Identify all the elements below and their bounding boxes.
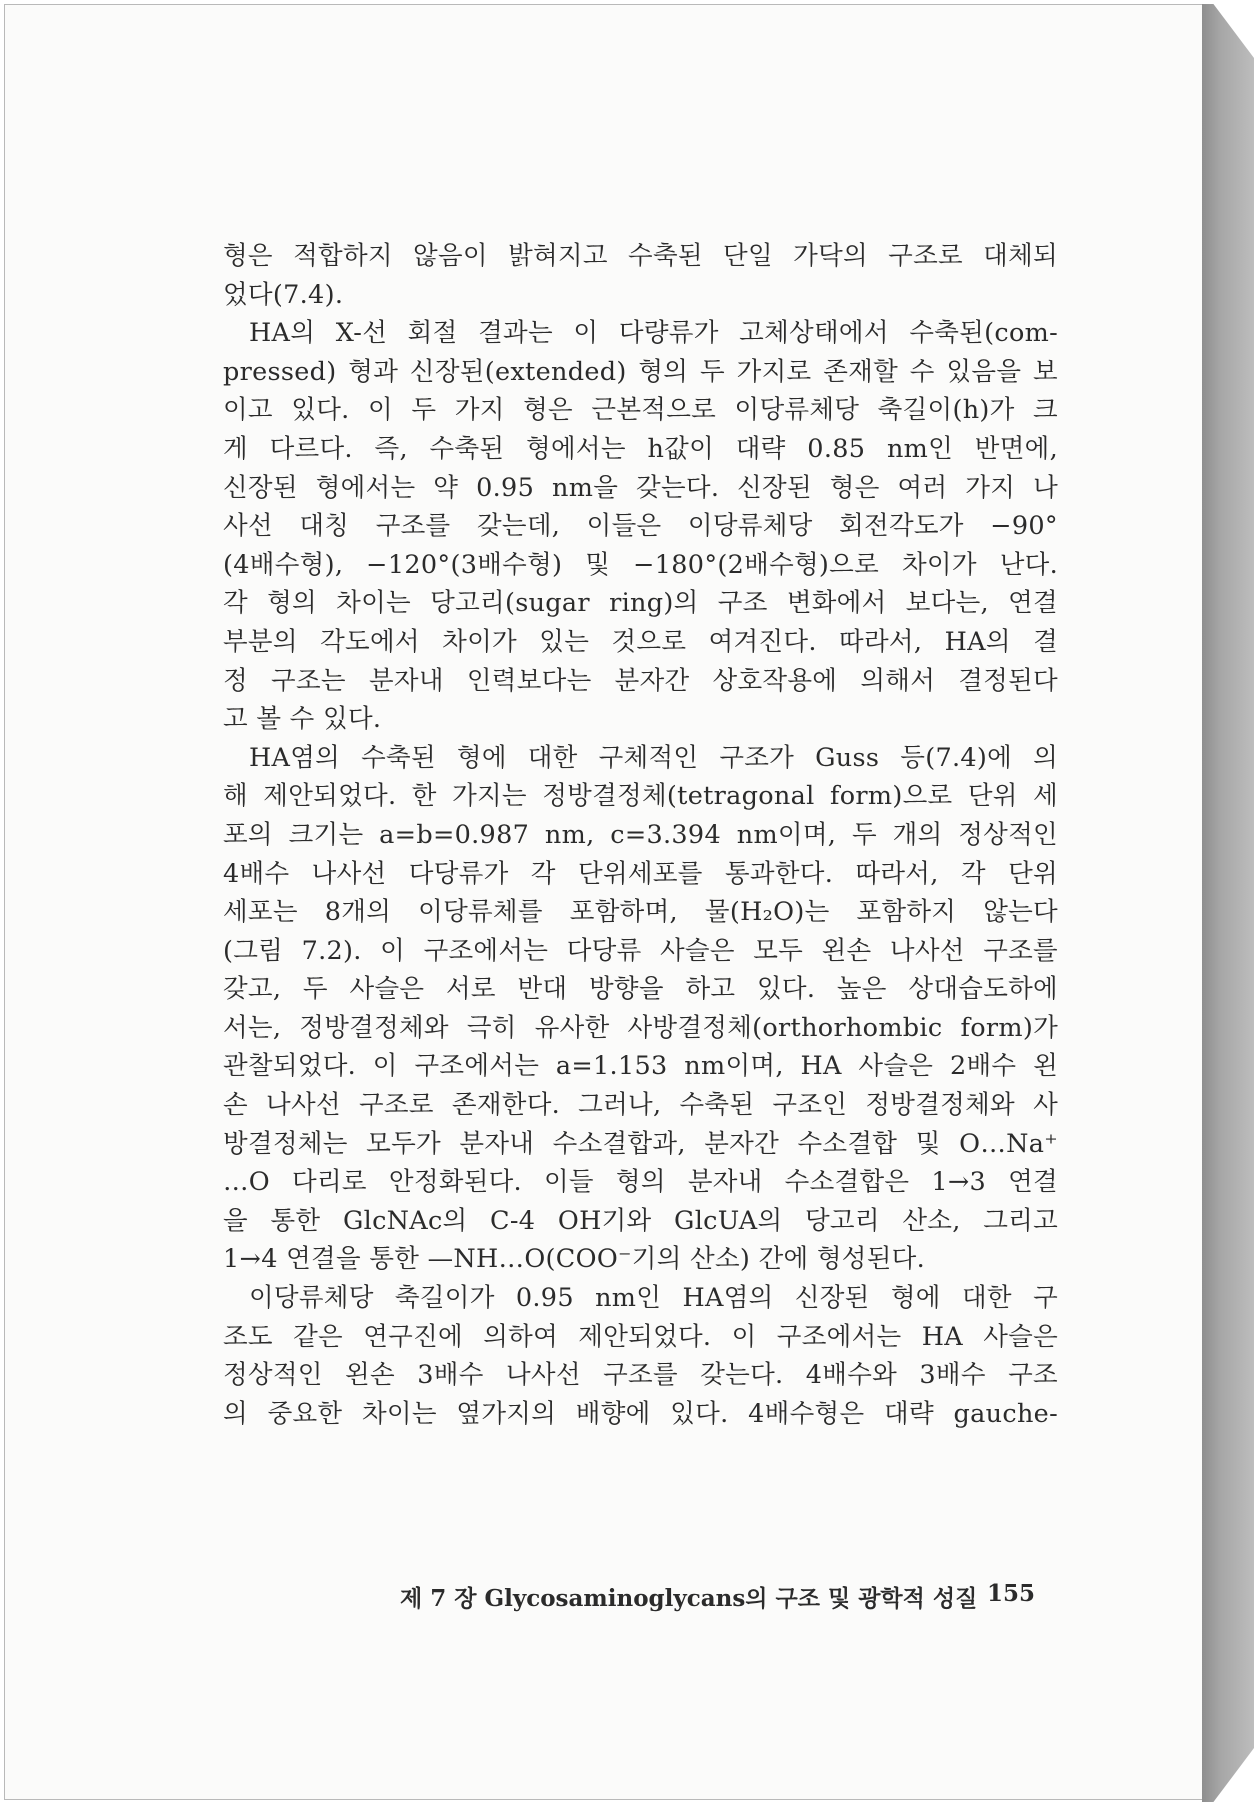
text-line: pressed) 형과 신장된(extended) 형의 두 가지로 존재할 수 있음을 보 bbox=[223, 356, 1058, 387]
text-line: 형은 적합하지 않음이 밝혀지고 수축된 단일 가닥의 구조로 대체되 bbox=[223, 241, 1058, 271]
text-line: 정 구조는 분자내 인력보다는 분자간 상호작용에 의해서 결정된다 bbox=[223, 665, 1058, 696]
text-line: 이당류체당 축길이가 0.95 nm인 HA염의 신장된 형에 대한 구 bbox=[249, 1283, 1058, 1314]
page-footer bbox=[400, 1580, 1035, 1613]
text-line: HA의 X-선 회절 결과는 이 다량류가 고체상태에서 수축된(com- bbox=[249, 318, 1058, 349]
text-line: 이고 있다. 이 두 가지 형은 근본적으로 이당류체당 축길이(h)가 크 bbox=[223, 395, 1058, 426]
text-line: (4배수형), −120°(3배수형) 및 −180°(2배수형)으로 차이가 난다. bbox=[223, 549, 1058, 580]
text-line: 신장된 형에서는 약 0.95 nm을 갖는다. 신장된 형은 여러 가지 나 bbox=[223, 472, 1058, 503]
text-line: 해 제안되었다. 한 가지는 정방결정체(tetragonal form)으로 단위 세 bbox=[223, 781, 1058, 812]
text-line: 사선 대칭 구조를 갖는데, 이들은 이당류체당 회전각도가 −90° bbox=[223, 511, 1058, 542]
text-line: 각 형의 차이는 당고리(sugar ring)의 구조 변화에서 보다는, 연결 bbox=[223, 588, 1058, 619]
running-head: 제 7 장 Glycosaminoglycans의 구조 및 광학적 성질 bbox=[400, 1585, 978, 1612]
text-line: 을 통한 GlcNAc의 C-4 OH기와 GlcUA의 당고리 산소, 그리고 bbox=[223, 1205, 1058, 1236]
text-line: 포의 크기는 a=b=0.987 nm, c=3.394 nm이며, 두 개의 정상적인 bbox=[223, 819, 1058, 850]
page-number: 155 bbox=[986, 1580, 1035, 1607]
text-line: 관찰되었다. 이 구조에서는 a=1.153 nm이며, HA 사슬은 2배수 왼 bbox=[223, 1051, 1058, 1082]
text-line: 서는, 정방결정체와 극히 유사한 사방결정체(orthorhombic form)가 bbox=[223, 1012, 1058, 1043]
text-line: 의 중요한 차이는 옆가지의 배향에 있다. 4배수형은 대략 gauche- bbox=[223, 1398, 1058, 1429]
text-line: 방결정체는 모두가 분자내 수소결합과, 분자간 수소결합 및 O…Na⁺ bbox=[223, 1128, 1058, 1159]
text-line: 조도 같은 연구진에 의하여 제안되었다. 이 구조에서는 HA 사슬은 bbox=[223, 1321, 1058, 1352]
text-line: HA염의 수축된 형에 대한 구체적인 구조가 Guss 등(7.4)에 의 bbox=[249, 742, 1058, 773]
text-line: 부분의 각도에서 차이가 있는 것으로 여겨진다. 따라서, HA의 결 bbox=[223, 626, 1058, 657]
text-line: 손 나사선 구조로 존재한다. 그러나, 수축된 구조인 정방결정체와 사 bbox=[223, 1090, 1058, 1121]
text-line: 세포는 8개의 이당류체를 포함하며, 물(H₂O)는 포함하지 않는다 bbox=[223, 897, 1058, 928]
text-line: 게 다르다. 즉, 수축된 형에서는 h값이 대략 0.85 nm인 반면에, bbox=[223, 433, 1058, 464]
text-line: 갖고, 두 사슬은 서로 반대 방향을 하고 있다. 높은 상대습도하에 bbox=[223, 974, 1058, 1005]
text-line: …O 다리로 안정화된다. 이들 형의 분자내 수소결합은 1→3 연결 bbox=[223, 1167, 1058, 1198]
text-line: 1→4 연결을 통한 —NH…O(COO⁻기의 산소) 간에 형성된다. bbox=[223, 1244, 925, 1275]
page-curl-edge bbox=[1202, 4, 1254, 1802]
text-line: 정상적인 왼손 3배수 나사선 구조를 갖는다. 4배수와 3배수 구조 bbox=[223, 1360, 1058, 1391]
text-line: 4배수 나사선 다당류가 각 단위세포를 통과한다. 따라서, 각 단위 bbox=[223, 858, 1058, 889]
book-page bbox=[4, 4, 1204, 1800]
text-line: 었다(7.4). bbox=[223, 279, 344, 310]
body-text bbox=[223, 237, 1058, 1433]
text-line: (그림 7.2). 이 구조에서는 다당류 사슬은 모두 왼손 나사선 구조를 bbox=[223, 935, 1058, 966]
text-line: 고 볼 수 있다. bbox=[223, 704, 382, 735]
